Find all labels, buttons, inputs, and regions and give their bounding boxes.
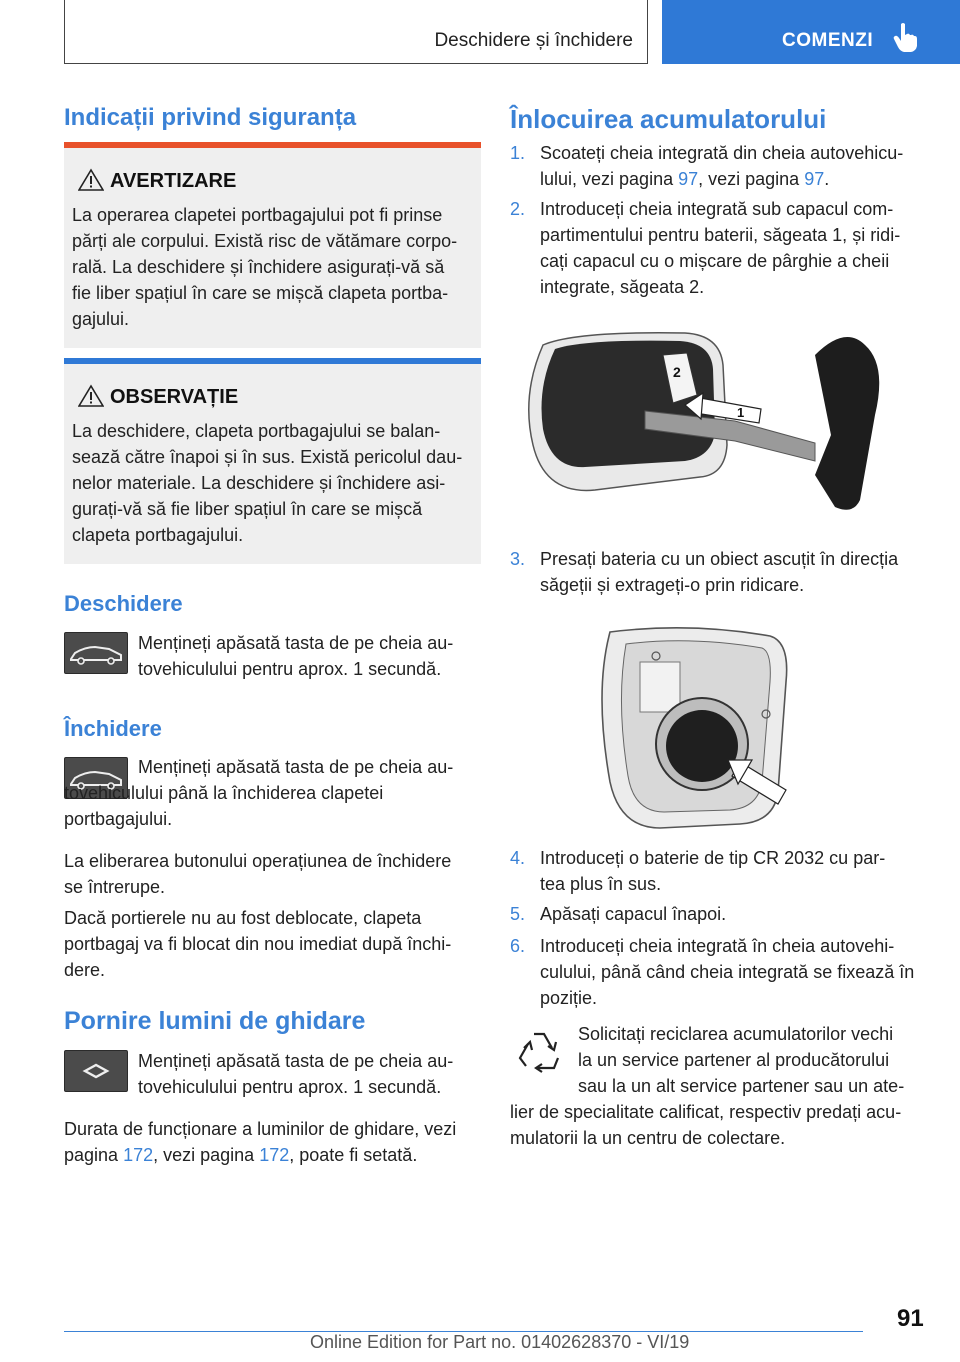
arrow-label-2: 2	[673, 364, 681, 380]
step-text: Introduceți o baterie de tip CR 2032 cu par- tea plus în sus.	[540, 848, 886, 894]
close-paragraph-3: Dacă portierele nu au fost deblocate, clapeta portbagaj va fi blocat din nou imediat după închi- dere.	[64, 908, 452, 980]
step-number: 6.	[510, 936, 526, 956]
lights-paragraph-2	[64, 1116, 484, 1168]
header-section-title: Deschidere și închidere	[434, 30, 633, 51]
step-text: Introduceți cheia integrată în cheia autovehi- culului, până când cheia integrată se fixează în poziție.	[540, 936, 915, 1008]
step-text-part: Scoateți cheia integrată din cheia autovehicu- lului, vezi pagina	[540, 143, 904, 189]
car-trunk-icon	[65, 633, 127, 673]
warning-title: AVERTIZARE	[110, 170, 237, 192]
page-link-172[interactable]: 172	[123, 1145, 154, 1165]
step-text: Introduceți cheia integrată sub capacul com- partimentului pentru baterii, săgeata 1, și ridi- cați capacul cu o mișcare de pârghie a cheii integrate, săgeata 2.	[540, 199, 901, 297]
battery-heading: Înlocuirea acumulatorului	[510, 104, 827, 134]
step-text-part: .	[824, 169, 830, 189]
recycle-text-continued: lier de specialitate calificat, respectiv predați acu- mulatorii la un centru de colectare.	[510, 1102, 902, 1148]
page-number: 91	[897, 1305, 924, 1332]
trunk-open-key-button	[64, 632, 128, 674]
recycle-text: Solicitați reciclarea acumulatorilor vechi la un service partener al producătorului sau la un alt service partener sau un ate-	[578, 1024, 905, 1096]
step-text: Apăsați capacul înapoi.	[540, 904, 727, 924]
pointing-hand-icon	[893, 22, 917, 52]
warning-text: La operarea clapetei portbagajului pot fi prinse părți ale corpului. Există risc de vătămare corpo- rală. La deschidere și închidere asigurați-vă să fie liber spațiul în care se mișcă clapeta portba- gajului.	[72, 205, 458, 329]
notice-text: La deschidere, clapeta portbagajului se balan- sează către înapoi și în sus. Există pericolul dau- nelor materiale. La deschidere și închidere asi- gurați-vă să fie liber spațiul în care se mișcă clapeta portbagajului.	[72, 421, 463, 545]
step-text	[540, 140, 930, 192]
header-tab-comenzi[interactable]	[662, 0, 960, 64]
close-paragraph-2: La eliberarea butonului operațiunea de închidere se întrerupe.	[64, 851, 452, 897]
step-number: 2.	[510, 199, 526, 219]
page-link-97[interactable]: 97	[804, 169, 825, 189]
notice-box-observatie	[64, 358, 481, 564]
key-fob-figure-1	[515, 325, 895, 520]
guide-light-icon	[65, 1051, 127, 1091]
lights-text: Mențineți apăsată tasta de pe cheia au- tovehiculului pentru aprox. 1 secundă.	[138, 1051, 454, 1097]
step-number: 1.	[510, 143, 526, 163]
warning-box-avertizare	[64, 142, 481, 348]
arrow-label-1: 1	[737, 405, 745, 420]
safety-heading: Indicații privind siguranța	[64, 104, 357, 131]
battery-compartment-figure	[590, 622, 820, 832]
recycle-icon	[514, 1028, 566, 1076]
step-text: Presați bateria cu un obiect ascuțit în direcția săgeții și extrageți-o prin ridicare.	[540, 549, 899, 595]
footer-edition: Online Edition for Part no. 01402628370 - VI/19	[310, 1332, 690, 1352]
open-heading: Deschidere	[64, 591, 183, 616]
step-number: 4.	[510, 848, 526, 868]
header-tab-label: COMENZI	[782, 30, 874, 51]
warning-triangle-icon	[78, 168, 104, 192]
notice-title: OBSERVAȚIE	[110, 386, 239, 408]
step-number: 3.	[510, 549, 526, 569]
open-text: Mențineți apăsată tasta de pe cheia au- tovehiculului pentru aprox. 1 secundă.	[138, 633, 454, 679]
page-link-172[interactable]: 172	[259, 1145, 290, 1165]
close-text: Mențineți apăsată tasta de pe cheia au- tovehiculului până la închiderea clapetei portbagajului.	[64, 757, 454, 829]
lights-heading: Pornire lumini de ghidare	[64, 1007, 366, 1035]
guide-lights-key-button	[64, 1050, 128, 1092]
warning-triangle-icon	[78, 384, 104, 408]
close-heading: Închidere	[64, 716, 162, 741]
lights-p2-text: , poate fi setată.	[289, 1145, 418, 1165]
page-link-97[interactable]: 97	[678, 169, 699, 189]
step-text-part: , vezi pagina	[698, 169, 805, 189]
step-number: 5.	[510, 904, 526, 924]
lights-p2-text: , vezi pagina	[153, 1145, 260, 1165]
lights-p2-text: Durata de funcționare a luminilor de ghidare, vezi pagina	[64, 1119, 457, 1165]
header-section-box	[64, 0, 648, 64]
